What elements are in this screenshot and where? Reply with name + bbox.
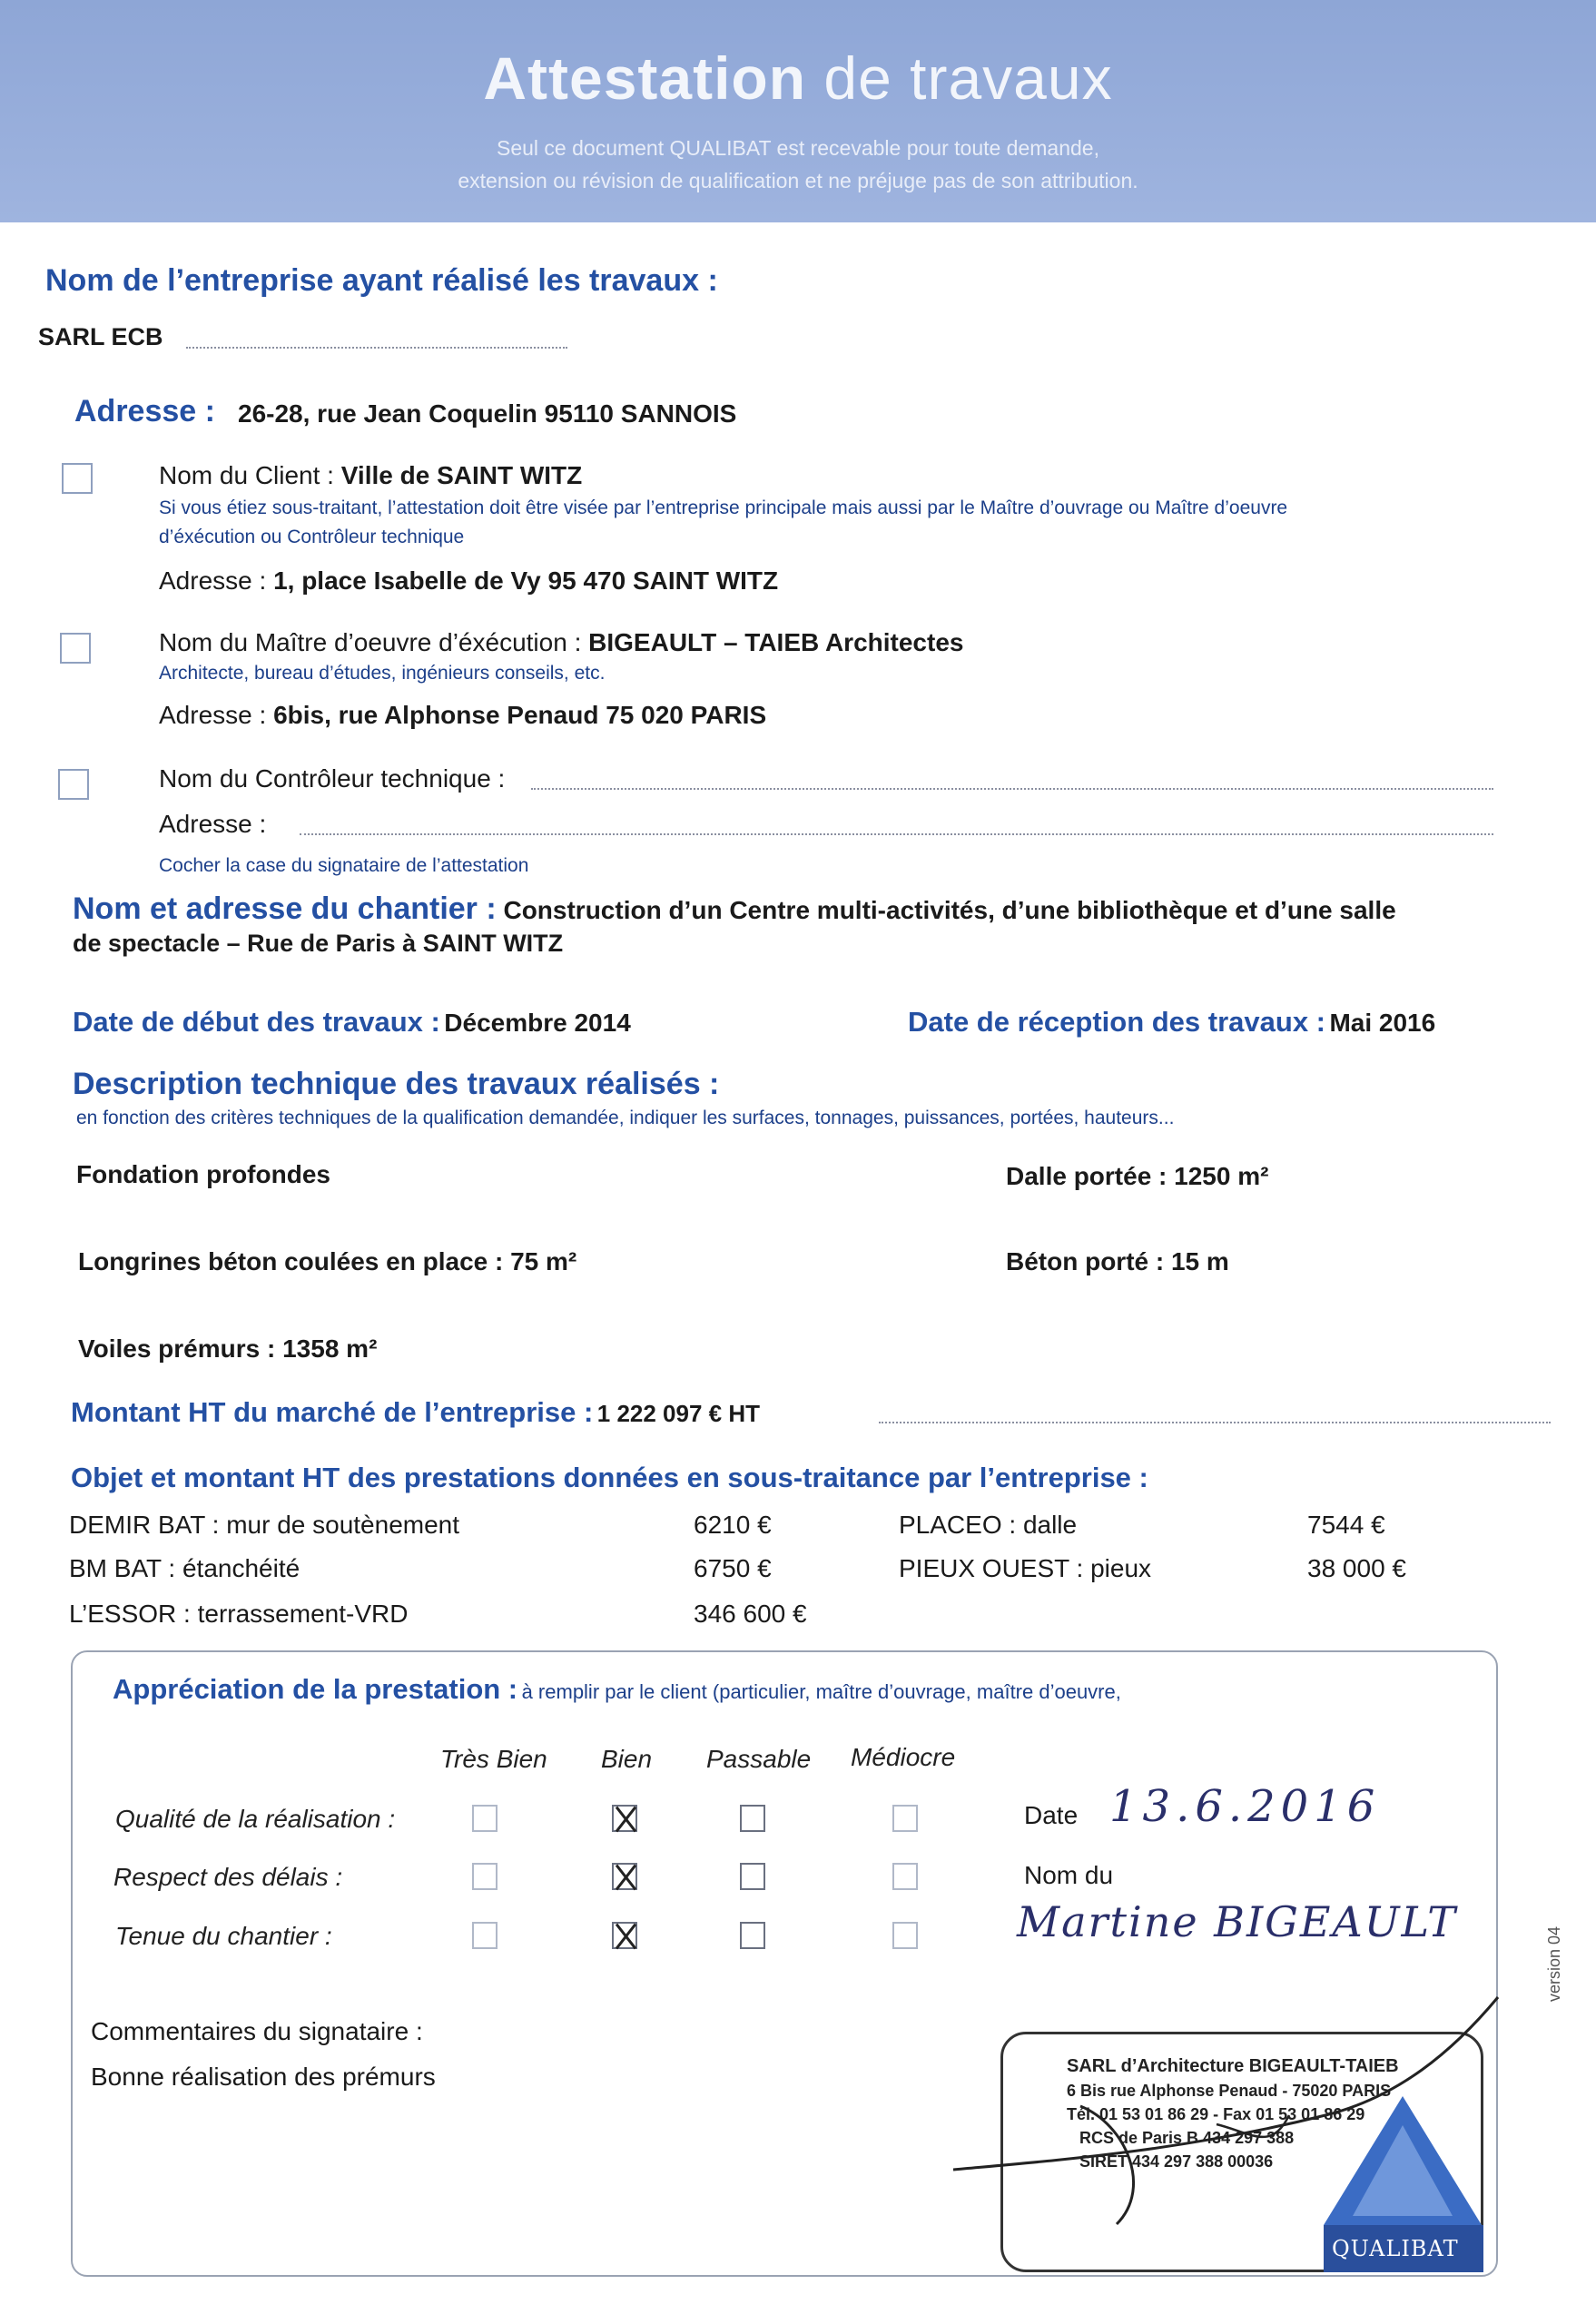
rating-checkbox-tres-bien[interactable]	[472, 1805, 498, 1832]
client-note-line1: Si vous étiez sous-traitant, l’attestation doit être visée par l’entreprise principale mais aussi par le Maître d’ouvrage ou Maître d’oeuvre	[159, 497, 1288, 518]
stamp-line: 6 Bis rue Alphonse Penaud - 75020 PARIS	[1067, 2082, 1392, 2100]
soustraitance-amount: 38 000 €	[1307, 1554, 1406, 1582]
rating-checkbox-mediocre[interactable]	[892, 1863, 918, 1890]
chantier-value-line2: de spectacle – Rue de Paris à SAINT WITZ	[73, 930, 564, 957]
soustraitance-amount: 346 600 €	[694, 1600, 807, 1628]
soustraitance-amount: 6750 €	[694, 1554, 772, 1582]
company-address: 26-28, rue Jean Coquelin 95110 SANNOIS	[238, 399, 737, 428]
description-item: Dalle portée : 1250 m²	[1006, 1162, 1269, 1190]
rating-checkbox-tres-bien[interactable]	[472, 1922, 498, 1949]
soustraitance-label: Objet et montant HT des prestations données en sous-traitance par l’entreprise :	[71, 1462, 1148, 1493]
rating-row-label: Qualité de la réalisation :	[115, 1805, 396, 1833]
moe-checkbox[interactable]	[60, 633, 91, 664]
controleur-label: Nom du Contrôleur technique :	[159, 764, 506, 793]
description-label: Description technique des travaux réalisés :	[73, 1067, 720, 1101]
client-field: Nom du Client : Ville de SAINT WITZ	[159, 461, 583, 489]
controleur-address-label: Adresse :	[159, 810, 267, 838]
description-item: Longrines béton coulées en place : 75 m²	[78, 1247, 577, 1275]
signatory-note: Cocher la case du signataire de l’attestation	[159, 855, 529, 876]
description-item: Fondation profondes	[76, 1160, 330, 1188]
controleur-checkbox[interactable]	[58, 769, 89, 800]
rating-checkbox-bien-checked[interactable]	[612, 1863, 637, 1890]
rating-column-bien: Bien	[601, 1745, 653, 1773]
rating-row-label: Respect des délais :	[113, 1863, 343, 1891]
rating-checkbox-passable[interactable]	[740, 1863, 765, 1890]
montant-field: Montant HT du marché de l’entreprise : 1 222 097 € HT	[71, 1396, 760, 1428]
soustraitance-desc: L’ESSOR : terrassement-VRD	[69, 1600, 409, 1628]
soustraitance-amount: 7544 €	[1307, 1511, 1385, 1539]
soustraitance-desc: PLACEO : dalle	[899, 1511, 1078, 1539]
moe-field: Nom du Maître d’oeuvre d’éxécution : BIGEAULT – TAIEB Architectes	[159, 628, 964, 656]
version-label: version 04	[1545, 1925, 1563, 2002]
stamp-line: RCS de Paris B 434 297 388	[1079, 2129, 1295, 2147]
appreciation-header: Appréciation de la prestation : à remplir par le client (particulier, maître d’ouvrage, maître d’oeuvre,	[113, 1673, 1121, 1705]
controleur-address-dots	[300, 833, 1493, 835]
nom-handwritten: Martine BIGEAULT	[1017, 1897, 1457, 1946]
rating-column-passable: Passable	[706, 1745, 812, 1773]
client-checkbox[interactable]	[62, 463, 93, 494]
signature-strokes	[944, 1979, 1507, 2233]
stamp-line: SIRET 434 297 388 00036	[1079, 2152, 1274, 2171]
date-handwritten: 13.6.2016	[1109, 1781, 1381, 1832]
end-date-field: Date de réception des travaux : Mai 2016	[908, 1006, 1436, 1038]
start-date-field: Date de début des travaux : Décembre 2014	[73, 1006, 631, 1038]
company-name-dots	[186, 347, 567, 349]
montant-dots	[879, 1422, 1551, 1423]
nom-label: Nom du	[1024, 1861, 1114, 1889]
description-item: Béton porté : 15 m	[1006, 1247, 1229, 1275]
description-note: en fonction des critères techniques de la qualification demandée, indiquer les surfaces, tonnages, puissances, portées, hauteurs...	[76, 1108, 1175, 1128]
client-note-line2: d’éxécution ou Contrôleur technique	[159, 527, 465, 547]
qualibat-logo-text: QUALIBAT	[1332, 2236, 1459, 2261]
soustraitance-desc: DEMIR BAT : mur de soutènement	[69, 1511, 460, 1539]
moe-address-field: Adresse : 6bis, rue Alphonse Penaud 75 020 PARIS	[159, 701, 767, 729]
company-label: Nom de l’entreprise ayant réalisé les travaux :	[45, 263, 718, 298]
soustraitance-amount: 6210 €	[694, 1511, 772, 1539]
rating-row-label: Tenue du chantier :	[115, 1922, 332, 1950]
rating-column-mediocre: Médiocre	[851, 1743, 956, 1771]
rating-checkbox-mediocre[interactable]	[892, 1922, 918, 1949]
company-address-label: Adresse :	[74, 394, 215, 428]
rating-checkbox-tres-bien[interactable]	[472, 1863, 498, 1890]
stamp-line: SARL d’Architecture BIGEAULT-TAIEB	[1067, 2056, 1399, 2076]
comments-value: Bonne réalisation des prémurs	[91, 2063, 436, 2091]
header-subtitle-line2: extension ou révision de qualification et ne préjuge pas de son attribution.	[458, 169, 1138, 192]
rating-checkbox-passable[interactable]	[740, 1922, 765, 1949]
header-banner	[0, 0, 1596, 222]
comments-label: Commentaires du signataire :	[91, 2017, 423, 2045]
chantier-field: Nom et adresse du chantier : Construction d’un Centre multi-activités, d’une bibliothèque et d’une salle	[73, 891, 1396, 926]
rating-checkbox-mediocre[interactable]	[892, 1805, 918, 1832]
company-name: SARL ECB	[38, 323, 163, 350]
rating-checkbox-bien-checked[interactable]	[612, 1922, 637, 1949]
soustraitance-desc: PIEUX OUEST : pieux	[899, 1554, 1152, 1582]
stamp-line: Tél. 01 53 01 86 29 - Fax 01 53 01 86 29	[1067, 2105, 1365, 2123]
rating-checkbox-bien-checked[interactable]	[612, 1805, 637, 1832]
document-title: Attestation de travaux	[483, 44, 1113, 112]
controleur-dots	[531, 788, 1493, 790]
date-label: Date	[1024, 1801, 1079, 1829]
soustraitance-desc: BM BAT : étanchéité	[69, 1554, 300, 1582]
description-item: Voiles prémurs : 1358 m²	[78, 1334, 378, 1363]
header-subtitle-line1: Seul ce document QUALIBAT est recevable pour toute demande,	[497, 136, 1099, 160]
moe-note: Architecte, bureau d’études, ingénieurs conseils, etc.	[159, 663, 606, 684]
rating-column-tres-bien: Très Bien	[440, 1745, 547, 1773]
rating-checkbox-passable[interactable]	[740, 1805, 765, 1832]
client-address-field: Adresse : 1, place Isabelle de Vy 95 470 SAINT WITZ	[159, 566, 779, 595]
